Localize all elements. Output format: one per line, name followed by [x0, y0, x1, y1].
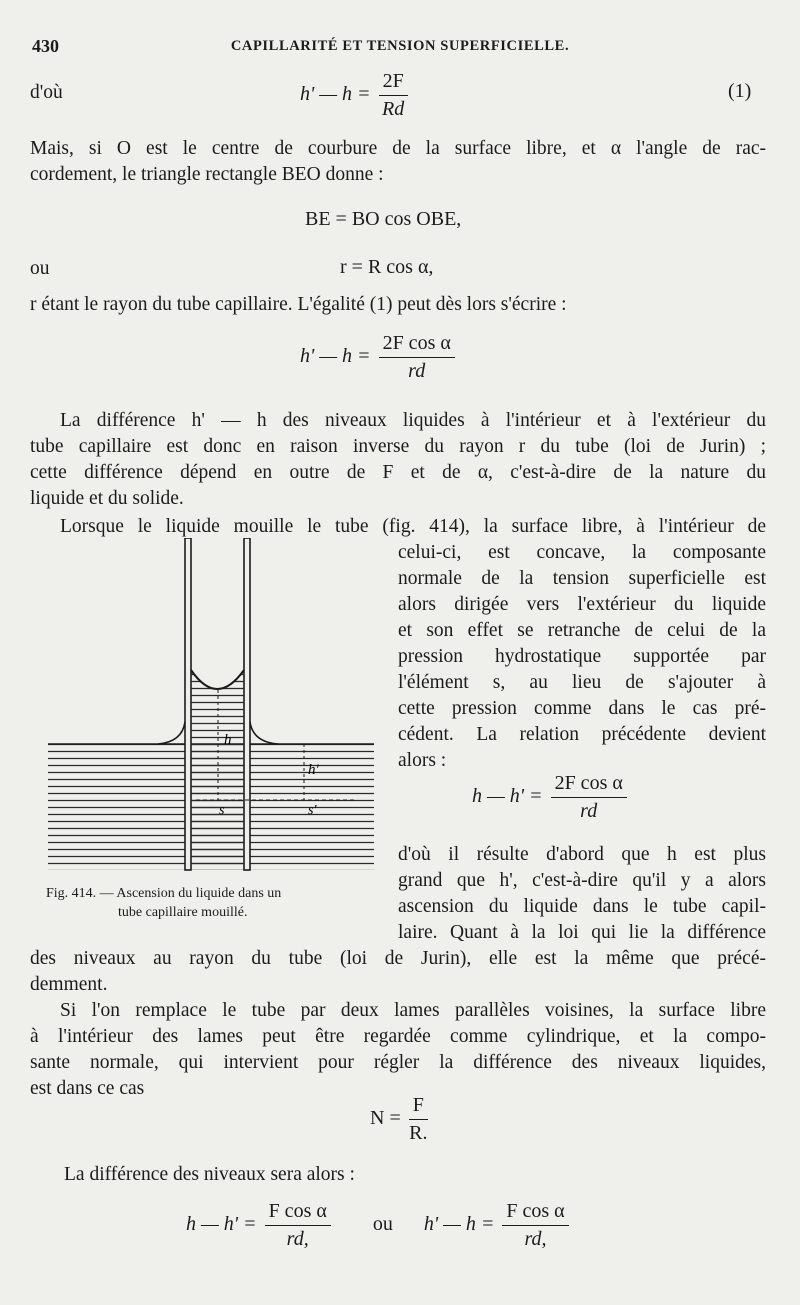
text-line: alors dirigée vers l'extérieur du liquide [398, 594, 766, 615]
text-line: Si l'on remplace le tube par deux lames parallèles voisines, la surface libre [60, 1000, 766, 1021]
text-line: laire. Quant à la loi qui lie la différence [398, 922, 766, 943]
equation-5: h — h' = $\frac{\text{2F cos α}}{rd}$ [472, 772, 630, 823]
running-title: CAPILLARITÉ ET TENSION SUPERFICIELLE. [230, 38, 570, 54]
text-line: La différence h' — h des niveaux liquides à l'intérieur et à l'extérieur du [60, 410, 766, 431]
text-line: et son effet se retranche de celui de la [398, 620, 766, 641]
figure-caption-line: Fig. 414. — Ascension du liquide dans un [46, 886, 282, 901]
eq1-prefix: d'où [30, 82, 63, 103]
text-line: des niveaux au rayon du tube (loi de Jurin), elle est la même que précé- [30, 948, 766, 969]
text-line: l'élément s, au lieu de s'ajouter à [398, 672, 766, 693]
tube-left-wall [185, 538, 191, 870]
figure-414 [36, 538, 386, 874]
page-header [30, 36, 770, 58]
text-line: alors : [398, 750, 447, 771]
text-line: d'où il résulte d'abord que h est plus [398, 844, 766, 865]
text-line: est dans ce cas [30, 1078, 145, 1099]
label-h: h [224, 732, 232, 748]
text-line: demment. [30, 974, 108, 995]
eq3-prefix: ou [30, 258, 50, 279]
page-number: 430 [32, 36, 59, 56]
text-line: pression hydrostatique supportée par [398, 646, 766, 667]
equation-1: h' — h = $\frac{2F}{Rd}$ [300, 70, 411, 121]
equation-4: h' — h = $\frac{\text{2F cos α}}{rd}$ [300, 332, 458, 383]
text-line: liquide et du solide. [30, 488, 184, 509]
text-line: cédent. La relation précédente devient [398, 724, 766, 745]
equation-7: h — h' = $\frac{\text{F cos α}}{rd,}$ ou h' — h = $\frac{\text{F cos α}}{rd,}$ [186, 1200, 572, 1251]
equation-2: BE = BO cos OBE, [305, 208, 462, 230]
text-line: ascension du liquide dans le tube capil- [398, 896, 766, 917]
text-line: à l'intérieur des lames peut être regardée comme cylindrique, et la compo- [30, 1026, 766, 1047]
text-line: sante normale, qui intervient pour régler la différence des niveaux liquides, [30, 1052, 766, 1073]
text-line: Mais, si O est le centre de courbure de la surface libre, et α l'angle de rac- [30, 138, 766, 159]
tube-right-wall [244, 538, 250, 870]
equation-6: N = $\frac{F}{R.}$ [370, 1094, 428, 1144]
text-line: cette pression comme dans le cas pré- [398, 698, 766, 719]
text-line: tube capillaire est donc en raison inverse du rayon r du tube (loi de Jurin) ; [30, 436, 766, 457]
outer-meniscus-right [250, 722, 278, 744]
text-line: La différence des niveaux sera alors : [64, 1164, 355, 1185]
text-line: grand que h', c'est-à-dire qu'il y a alors [398, 870, 766, 891]
figure-caption-line: tube capillaire mouillé. [118, 905, 248, 920]
label-s: s [219, 803, 225, 818]
label-h-prime: h' [308, 762, 319, 778]
text-line: Lorsque le liquide mouille le tube (fig. 414), la surface libre, à l'intérieur de [60, 516, 766, 537]
label-s-prime: s' [308, 803, 317, 818]
outer-meniscus-left [158, 722, 185, 744]
equation-number-1: (1) [728, 80, 752, 102]
text-line: cette différence dépend en outre de F et de α, c'est-à-dire de la nature du [30, 462, 766, 483]
text-line: r étant le rayon du tube capillaire. L'égalité (1) peut dès lors s'écrire : [30, 294, 567, 315]
text-line: normale de la tension superficielle est [398, 568, 766, 589]
text-line: cordement, le triangle rectangle BEO donne : [30, 164, 384, 185]
text-line: celui-ci, est concave, la composante [398, 542, 766, 563]
equation-3: r = R cos α, [340, 256, 434, 278]
